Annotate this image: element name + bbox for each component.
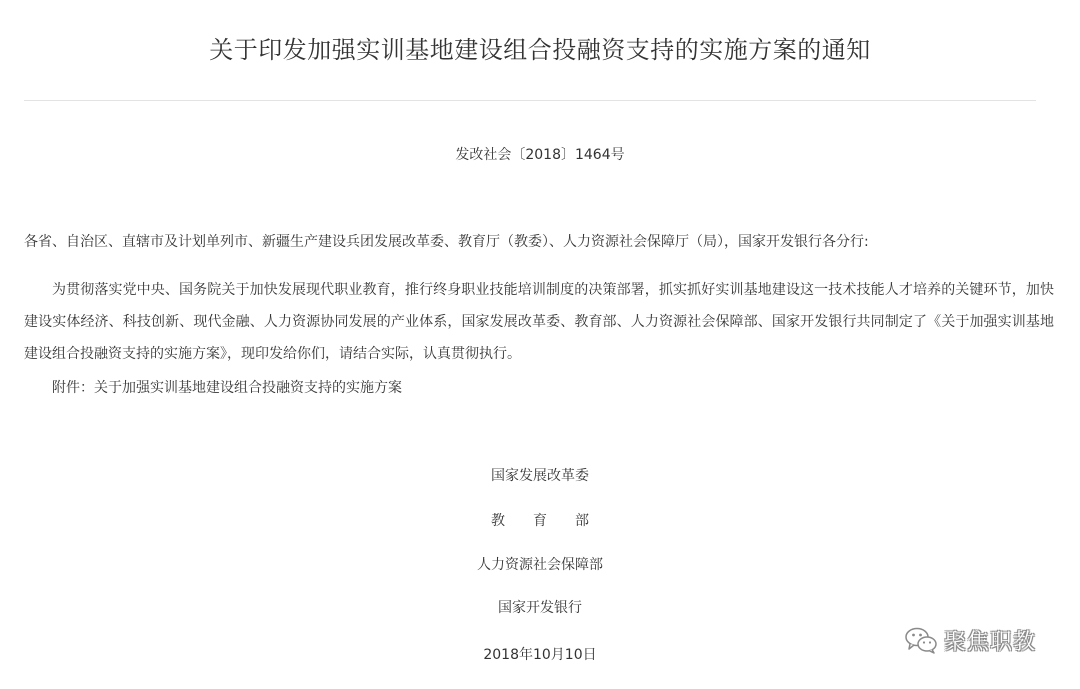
document-number: 发改社会〔2018〕1464号 (455, 147, 625, 163)
addressee: 各省、自治区、直辖市及计划单列市、新疆生产建设兵团发展改革委、教育厅（教委）、人力资源社会保障厅（局），国家开发银行各分行: (24, 234, 869, 250)
signatory-ndrc: 国家发展改革委 (491, 468, 589, 484)
signatory-cdb: 国家开发银行 (498, 600, 582, 616)
watermark-text: 聚焦职教 (944, 629, 1037, 655)
signatory-moe: 教 育 部 (491, 513, 589, 529)
attachment-line: 附件：关于加强实训基地建设组合投融资支持的实施方案 (52, 380, 402, 396)
body-paragraph: 为贯彻落实党中央、国务院关于加快发展现代职业教育，推行终身职业技能培训制度的决策部署，抓实抓好实训基地建设这一技术技能人才培养的关键环节，加快建设实体经济、科技创新、现代金融、人力资源协同发展的产业体系，国家发展改革委、教育部、人力资源社会保障部、国家开发银行共同制定了《关于加强实训基地建设组合投融资支持的实施方案》，现印发给你们，请结合实际，认真贯彻执行。 (24, 282, 1054, 362)
watermark (904, 622, 1036, 658)
signatory-mohrss: 人力资源社会保障部 (477, 557, 603, 573)
title-divider (24, 100, 1036, 101)
wechat-icon (904, 626, 938, 654)
signing-date: 2018年10月10日 (483, 647, 597, 663)
document-title: 关于印发加强实训基地建设组合投融资支持的实施方案的通知 (209, 36, 871, 64)
